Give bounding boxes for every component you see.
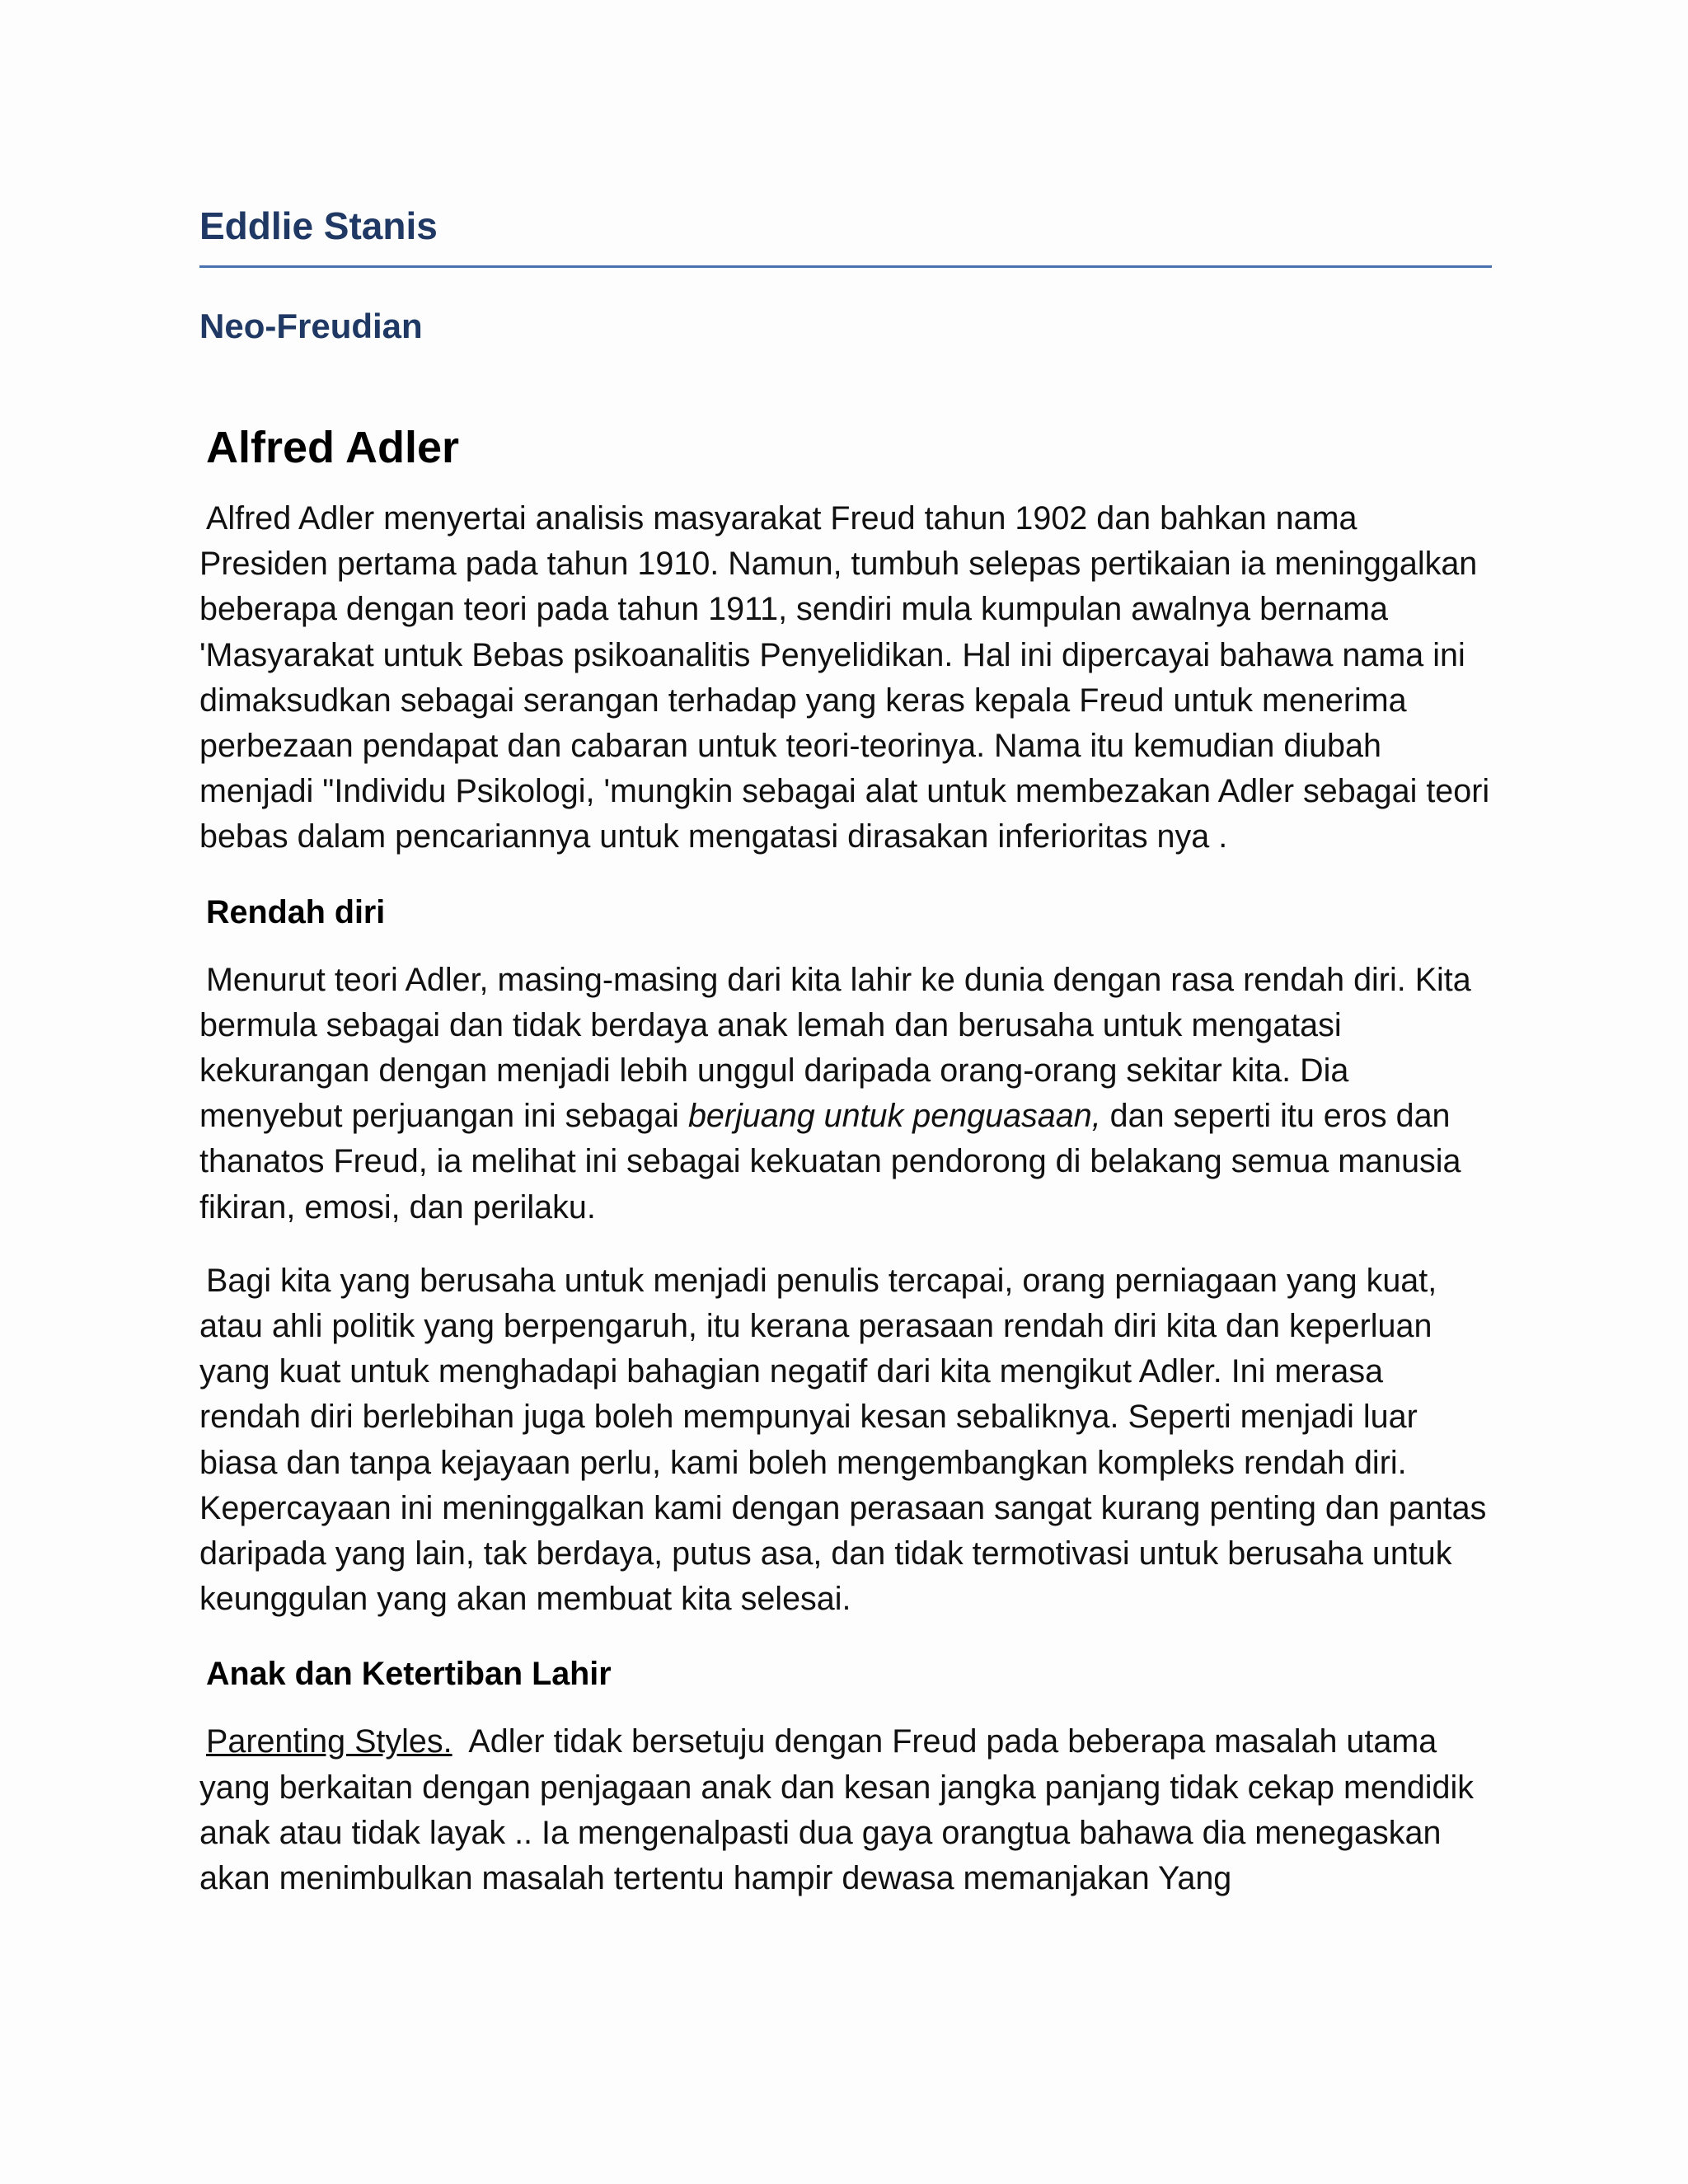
anak-paragraph-1 <box>199 1719 1492 1901</box>
rendah-diri-p1-italic: berjuang untuk penguasaan, <box>687 1098 1101 1135</box>
section-title: Neo-Freudian <box>199 307 423 345</box>
rendah-diri-p2-text: Bagi kita yang berusaha untuk menjadi penulis tercapai, orang perniagaan yang kuat, atau ahli politik yang berpengaruh, itu kerana perasaan rendah diri kita dan keperluan yang kuat untuk menghadapi bahagian negatif dari kita mengikut Adler. Ini merasa rendah diri berlebihan juga boleh mempunyai kesan sebaliknya. Seperti menjadi luar biasa dan tanpa kejayaan perlu, kami boleh mengembangkan kompleks rendah diri. Kepercayaan ini meninggalkan kami dengan perasaan sangat kurang penting dan pantas daripada yang lain, tak berdaya, putus asa, dan tidak termotivasi untuk berusaha untuk keunggulan yang akan membuat kita selesai. <box>199 1262 1487 1618</box>
article-title: Alfred Adler <box>206 423 460 472</box>
author-name: Eddlie Stanis <box>199 204 438 247</box>
intro-paragraph <box>199 496 1492 860</box>
intro-paragraph-text: Alfred Adler menyertai analisis masyarakat Freud tahun 1902 dan bahkan nama Presiden pertama pada tahun 1910. Namun, tumbuh selepas pertikaian ia meninggalkan beberapa dengan teori pada tahun 1911, sendiri mula kumpulan awalnya bernama 'Masyarakat untuk Bebas psikoanalitis Penyelidikan. Hal ini dipercayai bahawa nama ini dimaksudkan sebagai serangan terhadap yang keras kepala Freud untuk menerima perbezaan pendapat dan cabaran untuk teori-teorinya. Nama itu kemudian diubah menjadi "Individu Psikologi, 'mungkin sebagai alat untuk membezakan Adler sebagai teori bebas dalam pencariannya untuk mengatasi dirasakan inferioritas nya . <box>199 500 1490 855</box>
anak-p1-text: Adler tidak bersetuju dengan Freud pada beberapa masalah utama yang berkaitan dengan penjagaan anak dan kesan jangka panjang tidak cekap mendidik anak atau tidak layak .. Ia mengenalpasti dua gaya orangtua bahawa dia menegaskan akan menimbulkan masalah tertentu hampir dewasa memanjakan Yang <box>199 1723 1484 1897</box>
rendah-diri-p1-text-after: dan seperti itu eros dan thanatos Freud, ia melihat ini sebagai kekuatan pendorong di belakang semua manusia fikiran, emosi, dan perilaku. <box>199 1098 1461 1226</box>
subheading-anak-ketertiban: Anak dan Ketertiban Lahir <box>206 1656 612 1693</box>
rendah-diri-p1-text-before: Menurut teori Adler, masing-masing dari kita lahir ke dunia dengan rasa rendah diri. Kita bermula sebagai dan tidak berdaya anak lemah dan berusaha untuk mengatasi kekurangan dengan menjadi lebih unggul daripada orang-orang sekitar kita. Dia menyebut perjuangan ini sebagai <box>199 961 1471 1135</box>
header-divider <box>199 265 1492 268</box>
subheading-rendah-diri: Rendah diri <box>206 893 386 930</box>
article-body <box>199 415 1492 1929</box>
parenting-styles-label: Parenting Styles. <box>206 1723 452 1760</box>
rendah-diri-paragraph-2 <box>199 1258 1492 1623</box>
rendah-diri-paragraph-1 <box>199 958 1492 1230</box>
